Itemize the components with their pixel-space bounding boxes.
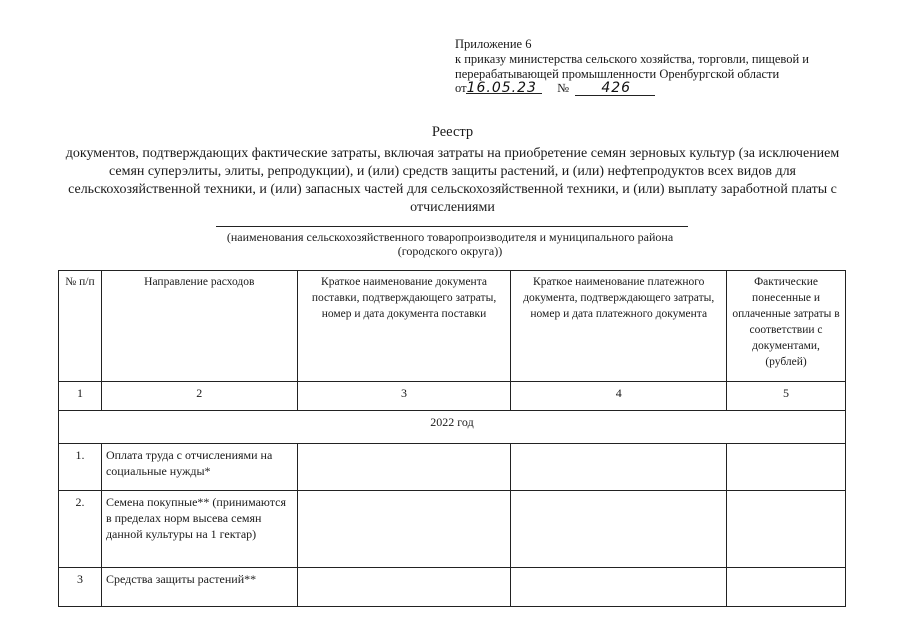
row-costs-cell (727, 491, 846, 568)
year-row (59, 411, 846, 444)
number-underline (575, 95, 655, 96)
header-actual-costs: Фактические понесенные и оплаченные затраты в соответствии с документами, (рублей) (727, 271, 846, 382)
appendix-ministry-line: перерабатывающей промышленности Оренбургской области (455, 67, 780, 81)
row-costs-cell (727, 568, 846, 607)
producer-name-line (216, 226, 688, 227)
document-title: Реестр (431, 124, 474, 140)
row-number: 1. (59, 444, 102, 491)
table-header-row (59, 271, 846, 382)
column-number-row (59, 382, 846, 411)
row-supply-document-cell (297, 444, 511, 491)
number-label: № (557, 81, 570, 95)
row-costs-cell (727, 444, 846, 491)
column-number: 1 (59, 382, 102, 411)
table-row (59, 491, 846, 568)
column-number: 3 (297, 382, 511, 411)
table-row (59, 568, 846, 607)
row-direction: Семена покупные** (принимаются в пределах норм высева семян данной культуры на 1 гектар) (101, 491, 297, 568)
handwritten-number: 426 (601, 80, 632, 96)
row-payment-document-cell (511, 491, 727, 568)
year-label: 2022 год (59, 411, 846, 444)
date-underline (466, 93, 542, 94)
row-payment-document-cell (511, 444, 727, 491)
header-payment-document: Краткое наименование платежного документа, подтверждающего затраты, номер и дата платежного документа (511, 271, 727, 382)
producer-caption-line-2: (городского округа)) (397, 244, 503, 258)
row-direction: Средства защиты растений** (101, 568, 297, 607)
appendix-order-line: к приказу министерства сельского хозяйства, торговли, пищевой и (455, 52, 809, 66)
column-number: 4 (511, 382, 727, 411)
row-number: 3 (59, 568, 102, 607)
producer-caption-line-1: (наименования сельскохозяйственного товаропроизводителя и муниципального района (226, 230, 674, 244)
appendix-block (455, 37, 875, 82)
header-number: № п/п (59, 271, 102, 382)
row-supply-document-cell (297, 568, 511, 607)
registry-table (58, 270, 846, 607)
producer-name-caption (190, 230, 710, 258)
appendix-title: Приложение 6 (455, 37, 532, 51)
table-row (59, 444, 846, 491)
header-supply-document: Краткое наименование документа поставки, подтверждающего затраты, номер и дата документа поставки (297, 271, 511, 382)
row-payment-document-cell (511, 568, 727, 607)
row-number: 2. (59, 491, 102, 568)
row-direction: Оплата труда с отчислениями на социальные нужды* (101, 444, 297, 491)
from-label: от (455, 81, 467, 95)
handwritten-date: 16.05.23 (466, 80, 537, 96)
header-direction: Направление расходов (101, 271, 297, 382)
document-subtitle: документов, подтверждающих фактические затраты, включая затраты на приобретение семян зерновых культур (за исключением семян суперэлиты, элиты, репродукции), и (или) средств защиты растений, и (или) нефтепродуктов всех видов для сельскохозяйственной техники, и (или) запасных частей для сельскохозяйственной техники, и (или) выплату заработной платы с отчислениями (65, 146, 840, 215)
column-number: 2 (101, 382, 297, 411)
column-number: 5 (727, 382, 846, 411)
row-supply-document-cell (297, 491, 511, 568)
